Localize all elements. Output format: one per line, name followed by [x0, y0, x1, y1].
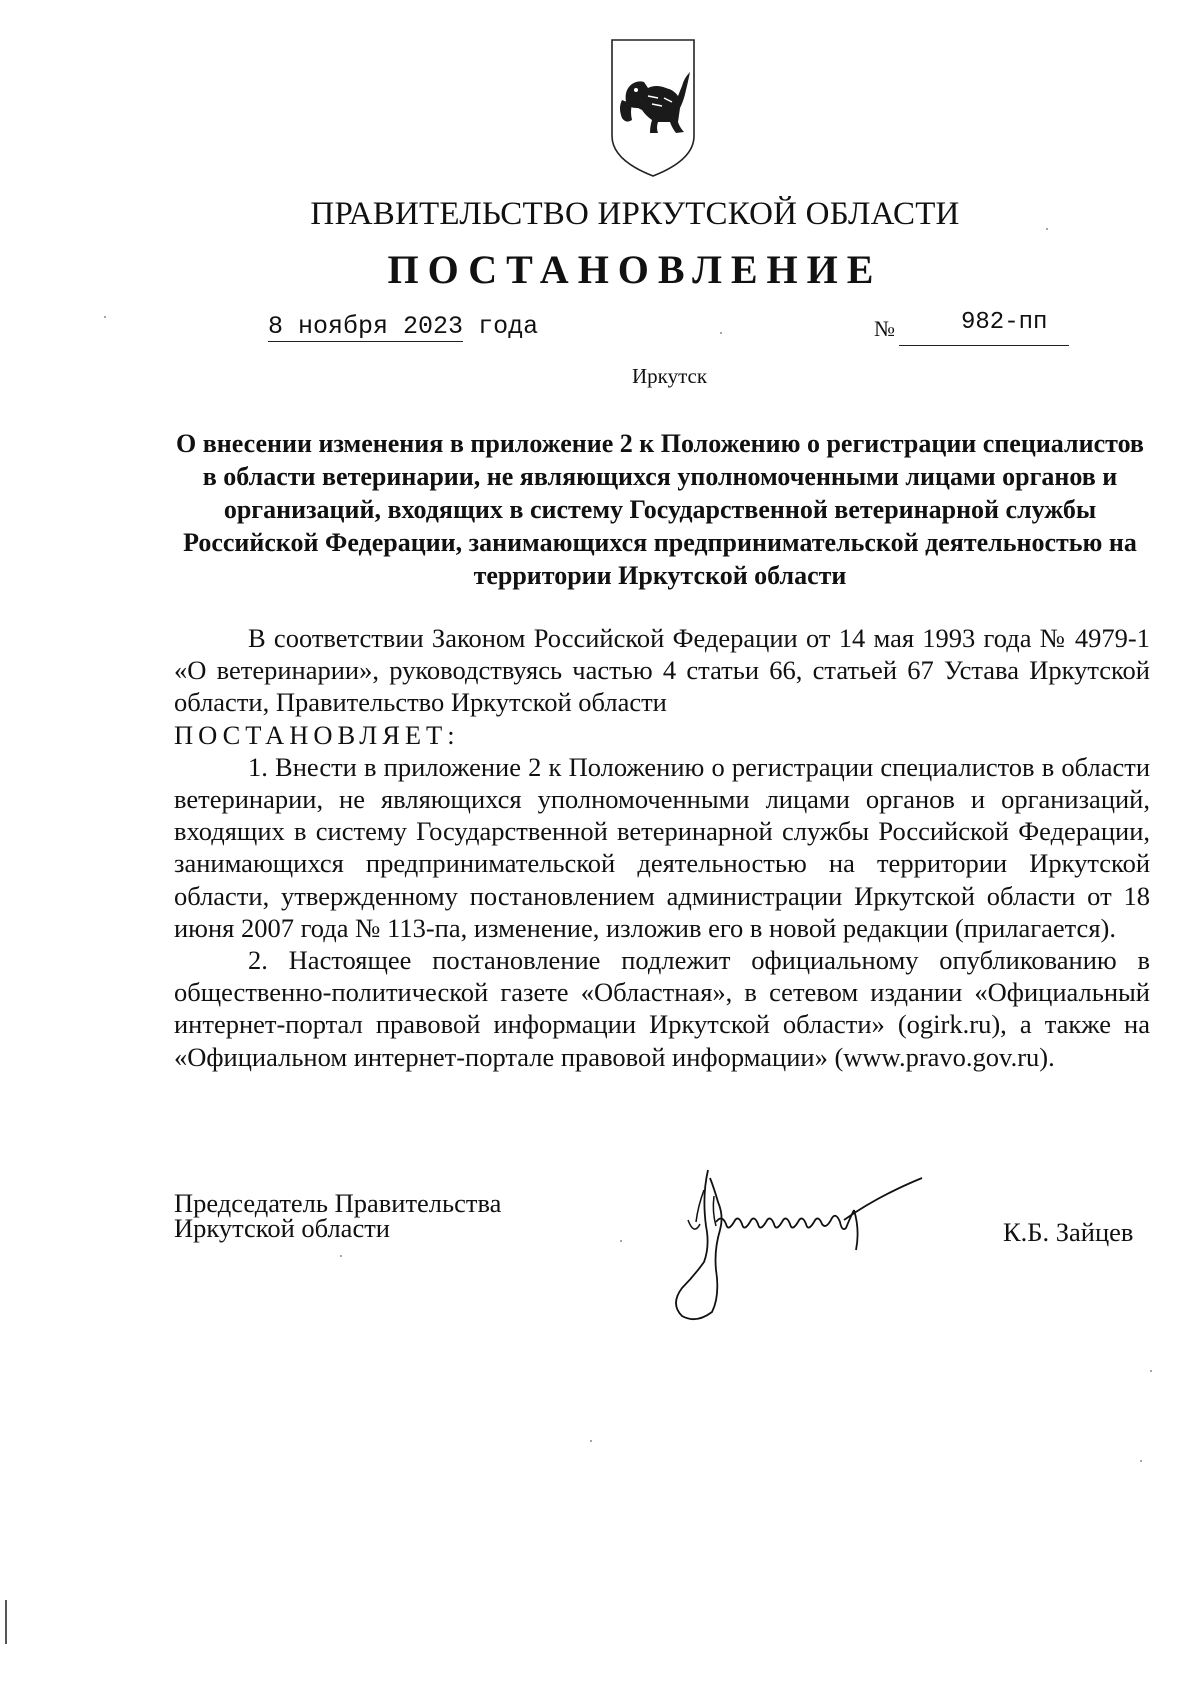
coat-of-arms-icon [608, 36, 698, 179]
document-number [874, 310, 1069, 346]
signer-position-line2: Иркутской области [174, 1213, 390, 1243]
handwritten-signature-icon [664, 1166, 934, 1326]
document-subject: О внесении изменения в приложение 2 к Положению о регистрации специалистов в области ветеринарии, не являющихся уполномоченными лицами органов и организаций, входящих в систему Государственной ветеринарной службы Российской Федерации, занимающихся предпринимательской деятельностью на территории Иркутской области [176, 429, 1144, 590]
scan-speck [720, 332, 722, 334]
signer-position-line1: Председатель Правительства [174, 1188, 502, 1218]
document-type: ПОСТАНОВЛЕНИЕ [387, 247, 883, 292]
document-body [174, 622, 1150, 1073]
signer-name: К.Б. Зайцев [1003, 1217, 1134, 1247]
signer-position [174, 1188, 502, 1243]
number-value: 982-пп [899, 310, 1069, 346]
government-title: ПРАВИТЕЛЬСТВО ИРКУТСКОЙ ОБЛАСТИ [310, 196, 960, 232]
item-2: 2. Настоящее постановление подлежит официальному опубликованию в общественно-политической газете «Областная», в сетевом издании «Официальный интернет-портал правовой информации Иркутской области» (ogirk.ru), а также на «Официальном интернет-портале правовой информации» (www.pravo.gov.ru). [174, 945, 1150, 1072]
scan-speck [1150, 1370, 1152, 1372]
scan-edge-mark [5, 1600, 7, 1644]
scan-speck [1046, 228, 1048, 230]
preamble: В соответствии Законом Российской Федерации от 14 мая 1993 года № 4979-1 «О ветеринарии», руководствуясь частью 4 статьи 66, статьей 67 Устава Иркутской области, Правительство Иркутской области [174, 623, 1150, 718]
date-value: 8 ноября 2023 [268, 312, 464, 341]
city: Иркутск [632, 364, 708, 388]
scan-speck [620, 1240, 622, 1242]
scan-speck [1140, 1460, 1142, 1462]
scan-speck [590, 1440, 592, 1442]
resolves-word: ПОСТАНОВЛЯЕТ: [174, 719, 460, 750]
date-suffix: года [478, 312, 539, 341]
document-date [268, 312, 538, 342]
item-1: 1. Внести в приложение 2 к Положению о регистрации специалистов в области ветеринарии, не являющихся уполномоченными лицами органов и организаций, входящих в систему Государственной ветеринарной службы Российской Федерации, занимающихся предпринимательской деятельностью на территории Иркутской области, утвержденному постановлением администрации Иркутской области от 18 июня 2007 года № 113-па, изменение, изложив его в новой редакции (прилагается). [174, 751, 1150, 943]
number-sign: № [874, 316, 895, 341]
scan-speck [340, 1255, 342, 1257]
scan-speck [104, 316, 106, 318]
